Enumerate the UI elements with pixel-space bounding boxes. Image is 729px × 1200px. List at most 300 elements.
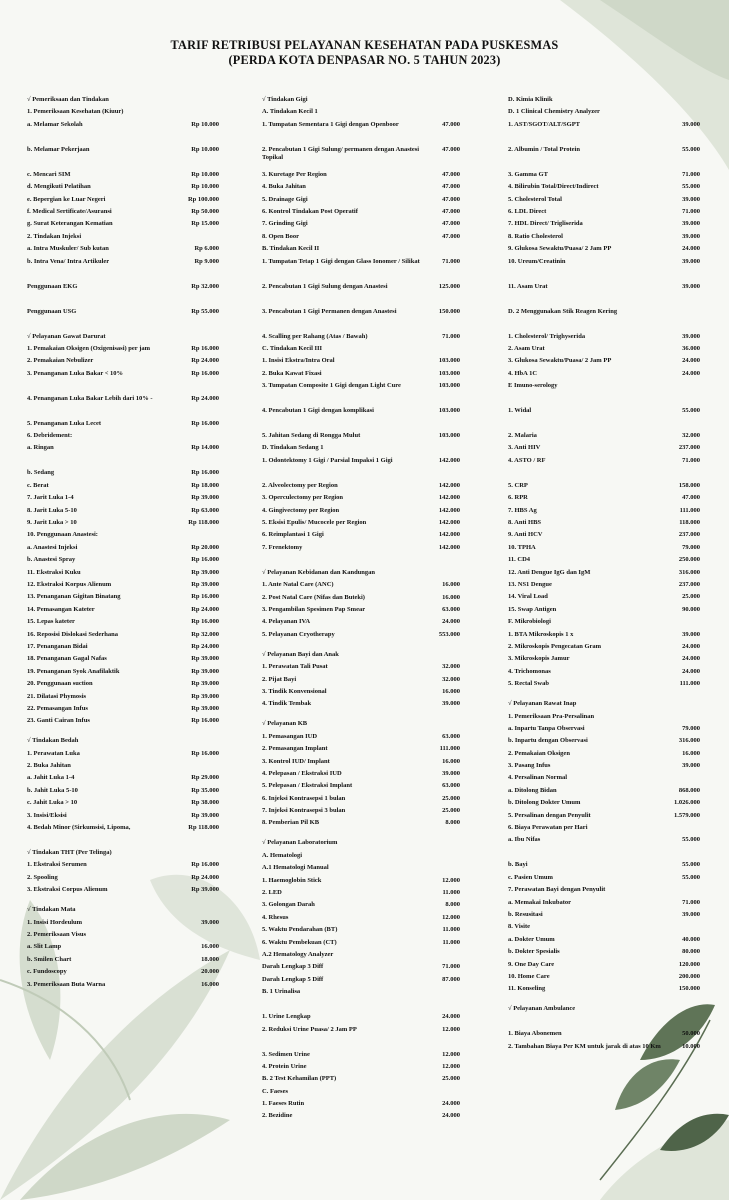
tariff-row bbox=[262, 676, 460, 688]
tariff-row bbox=[262, 976, 460, 988]
tariff-item-label: 5. CRP bbox=[508, 481, 528, 489]
tariff-item-price: 71.000 bbox=[442, 257, 460, 265]
tariff-item-label: b. Inpartu dengan Observasi bbox=[508, 737, 588, 745]
tariff-item-label: 1. Pemasangan IUD bbox=[262, 732, 318, 740]
tariff-item-price: 39.000 bbox=[682, 220, 700, 228]
tariff-row bbox=[508, 507, 700, 519]
tariff-item-price: Rp 39.000 bbox=[191, 667, 219, 675]
tariff-row bbox=[262, 121, 460, 146]
tariff-row bbox=[262, 146, 460, 171]
tariff-item-price: 47.000 bbox=[442, 220, 460, 228]
tariff-item-label: b. Anastesi Spray bbox=[27, 556, 76, 564]
tariff-item-price: 80.000 bbox=[682, 948, 700, 956]
tariff-item-price: 39.000 bbox=[682, 195, 700, 203]
tariff-item-label: 4. Pelepasan / Ekstraksi IUD bbox=[262, 769, 342, 777]
tariff-item-label: 6. Kontrol Tindakan Post Operatif bbox=[262, 207, 358, 215]
tariff-item-label: 1. Ante Natal Care (ANC) bbox=[262, 581, 334, 589]
tariff-item-price: Rp 35.000 bbox=[191, 786, 219, 794]
tariff-item-label: 3. Pengambilan Spesimen Pap Smear bbox=[262, 605, 366, 613]
tariff-item-price: 24.000 bbox=[682, 369, 700, 377]
tariff-item-label: √ Tindakan THT (Per Telinga) bbox=[27, 849, 112, 857]
tariff-item-label: 6. Reimplantasi 1 Gigi bbox=[262, 531, 324, 539]
tariff-row bbox=[262, 183, 460, 195]
tariff-item-label: B. 2 Test Kehamilan (PPT) bbox=[262, 1075, 337, 1083]
tariff-row bbox=[27, 556, 219, 568]
tariff-item-price: 71.000 bbox=[682, 207, 700, 215]
tariff-item-price: 237.000 bbox=[678, 444, 700, 452]
tariff-item-label: 4. Gingivectomy per Region bbox=[262, 506, 340, 514]
tariff-row bbox=[27, 762, 219, 774]
tariff-item-label: 5. Rectal Swab bbox=[508, 680, 549, 688]
tariff-item-price: 18.000 bbox=[201, 955, 219, 963]
tariff-item-label: 1. AST/SGOT/ALT/SGPT bbox=[508, 120, 581, 128]
tariff-item-label: 8. Ratio Cholesterol bbox=[508, 232, 563, 240]
tariff-item-price: 12.000 bbox=[442, 876, 460, 884]
tariff-row bbox=[508, 308, 700, 333]
tariff-row bbox=[508, 357, 700, 369]
tariff-item-price: 142.000 bbox=[438, 543, 460, 551]
tariff-item-label: Darah Lengkap 3 Diff bbox=[262, 963, 324, 971]
tariff-item-label: 2. Buka Jahitan bbox=[27, 762, 71, 770]
tariff-row bbox=[508, 1030, 700, 1042]
tariff-item-price: Rp 14.000 bbox=[191, 444, 219, 452]
tariff-row bbox=[508, 725, 700, 737]
tariff-item-price: 16.000 bbox=[682, 749, 700, 757]
tariff-item-price: Rp 39.000 bbox=[191, 692, 219, 700]
tariff-item-label: 1. Cholesterol/ Trighyserida bbox=[508, 332, 586, 340]
tariff-item-price: 142.000 bbox=[438, 456, 460, 464]
tariff-item-label: 3. Tindik Konvensional bbox=[262, 687, 327, 695]
tariff-item-label: 1. Ekstraksi Serumen bbox=[27, 861, 87, 869]
tariff-row bbox=[508, 196, 700, 208]
tariff-row bbox=[27, 370, 219, 395]
tariff-row bbox=[27, 146, 219, 171]
tariff-item-price: Rp 39.000 bbox=[191, 655, 219, 663]
tariff-row bbox=[508, 220, 700, 232]
tariff-item-price: Rp 39.000 bbox=[191, 680, 219, 688]
tariff-item-price: 16.000 bbox=[442, 687, 460, 695]
tariff-row bbox=[262, 544, 460, 569]
tariff-row bbox=[262, 519, 460, 531]
tariff-item-price: 47.000 bbox=[442, 232, 460, 240]
tariff-item-label: 4. HbA 1C bbox=[508, 369, 538, 377]
tariff-row bbox=[262, 839, 460, 851]
tariff-item-label: 2. Pemeriksaan Visus bbox=[27, 930, 87, 938]
tariff-item-price: 24.000 bbox=[682, 245, 700, 253]
tariff-item-price: 111.000 bbox=[679, 506, 700, 514]
tariff-item-price: 40.000 bbox=[682, 935, 700, 943]
tariff-row bbox=[508, 245, 700, 257]
tariff-item-price: 25.000 bbox=[442, 807, 460, 815]
tariff-item-price: 142.000 bbox=[438, 481, 460, 489]
tariff-item-label: 10. TPHA bbox=[508, 543, 536, 551]
tariff-item-price: Rp 29.000 bbox=[191, 774, 219, 782]
tariff-row bbox=[508, 973, 700, 985]
tariff-item-label: 3. Gamma GT bbox=[508, 170, 548, 178]
tariff-row bbox=[262, 407, 460, 432]
tariff-item-price: Rp 24.000 bbox=[191, 357, 219, 365]
tariff-item-label: a. Slit Lamp bbox=[27, 943, 62, 951]
tariff-item-label: 7. Frenektomy bbox=[262, 543, 303, 551]
tariff-item-label: 9. Jarit Luka > 10 bbox=[27, 519, 77, 527]
tariff-item-price: Rp 118.000 bbox=[188, 519, 219, 527]
tariff-item-label: 22. Pemasangan Infus bbox=[27, 704, 88, 712]
tariff-item-label: 12. Anti Dengue IgG dan IgM bbox=[508, 568, 591, 576]
tariff-item-label: 3. Ekstraksi Corpus Alienum bbox=[27, 886, 108, 894]
tariff-row bbox=[27, 717, 219, 737]
tariff-item-price: 142.000 bbox=[438, 519, 460, 527]
tariff-item-price: Rp 39.000 bbox=[191, 580, 219, 588]
tariff-item-label: 4. Scalling per Rahang (Atas / Bawah) bbox=[262, 332, 368, 340]
tariff-item-price: 39.000 bbox=[442, 700, 460, 708]
tariff-item-label: 15. Swap Antigen bbox=[508, 605, 557, 613]
tariff-row bbox=[262, 507, 460, 519]
tariff-row bbox=[262, 901, 460, 913]
tariff-item-label: 3. Kontrol IUD/ Implant bbox=[262, 757, 330, 765]
tariff-item-label: c. Pasien Umum bbox=[508, 873, 553, 881]
tariff-row bbox=[508, 606, 700, 618]
tariff-item-price: 10.000 bbox=[682, 1042, 700, 1050]
tariff-item-label: 2. Malaria bbox=[508, 432, 537, 440]
tariff-row bbox=[262, 877, 460, 889]
tariff-row bbox=[262, 581, 460, 593]
tariff-row bbox=[262, 688, 460, 700]
tariff-row bbox=[27, 906, 219, 918]
tariff-item-label: 5. Pelepasan / Ekstraksi Implant bbox=[262, 782, 353, 790]
tariff-item-label: 5. Persalinan dengan Penyulit bbox=[508, 811, 591, 819]
tariff-row bbox=[262, 770, 460, 782]
tariff-row bbox=[508, 519, 700, 531]
tariff-item-label: 21. Dilatasi Phymosis bbox=[27, 692, 87, 700]
tariff-item-label: 11. Ekstraksi Kuku bbox=[27, 568, 81, 576]
tariff-item-label: 14. Viral Load bbox=[508, 593, 548, 601]
tariff-item-label: 5. Cholesterol Total bbox=[508, 195, 562, 203]
tariff-item-label: 8. Visite bbox=[508, 923, 531, 931]
tariff-item-price: 118.000 bbox=[679, 519, 700, 527]
tariff-item-label: 3. Anti HIV bbox=[508, 444, 541, 452]
tariff-row bbox=[508, 948, 700, 960]
tariff-item-label: b. Melamar Pekerjaan bbox=[27, 145, 90, 153]
tariff-item-price: 25.000 bbox=[442, 794, 460, 802]
tariff-item-label: 10. Ureum/Creatinin bbox=[508, 257, 566, 265]
tariff-item-label: 11. CD4 bbox=[508, 556, 531, 564]
tariff-item-price: 24.000 bbox=[682, 667, 700, 675]
tariff-item-label: 1. Urine Lengkap bbox=[262, 1013, 311, 1021]
tariff-row bbox=[27, 705, 219, 717]
tariff-item-price: 25.000 bbox=[682, 593, 700, 601]
tariff-item-price: 87.000 bbox=[442, 975, 460, 983]
tariff-item-label: √ Pelayanan Bayi dan Anak bbox=[262, 650, 339, 658]
tariff-row bbox=[27, 824, 219, 849]
tariff-item-label: D. 1 Clinical Chemistry Analyzer bbox=[508, 108, 600, 116]
tariff-row bbox=[262, 1100, 460, 1112]
tariff-item-label: b. Smilen Chart bbox=[27, 955, 72, 963]
tariff-item-label: D. Tindakan Sedang 1 bbox=[262, 444, 324, 452]
tariff-row bbox=[27, 283, 219, 308]
tariff-item-label: 3. Pencabutan 1 Gigi Permanen dengan Anastesi bbox=[262, 307, 397, 315]
tariff-item-label: √ Pelayanan Ambulance bbox=[508, 1005, 576, 1013]
tariff-item-price: 71.000 bbox=[682, 456, 700, 464]
tariff-item-label: 2. Buka Kawat Fixasi bbox=[262, 369, 322, 377]
tariff-item-label: 8. Open Boor bbox=[262, 232, 300, 240]
tariff-row bbox=[262, 700, 460, 720]
tariff-item-price: Rp 16.000 bbox=[191, 556, 219, 564]
tariff-item-price: Rp 16.000 bbox=[191, 618, 219, 626]
tariff-item-price: 142.000 bbox=[438, 506, 460, 514]
tariff-item-label: 19. Penanganan Syok Anafilaktik bbox=[27, 667, 120, 675]
tariff-row bbox=[508, 556, 700, 568]
tariff-row bbox=[262, 733, 460, 745]
tariff-item-label: 16. Reposisi Dislokasi Sederhana bbox=[27, 630, 119, 638]
tariff-item-price: 71.000 bbox=[682, 898, 700, 906]
tariff-item-price: 63.000 bbox=[442, 782, 460, 790]
tariff-row bbox=[508, 886, 700, 898]
tariff-item-label: 20. Penggunaan suction bbox=[27, 680, 93, 688]
tariff-item-price: 16.000 bbox=[442, 593, 460, 601]
tariff-item-label: 6. Biaya Perawatan per Hari bbox=[508, 824, 588, 832]
tariff-row bbox=[27, 96, 219, 108]
tariff-row bbox=[508, 208, 700, 220]
tariff-item-label: 7. Jarit Luka 1-4 bbox=[27, 494, 74, 502]
tariff-item-label: F. Mikrobiologi bbox=[508, 618, 551, 626]
tariff-row bbox=[27, 233, 219, 245]
tariff-item-price: 103.000 bbox=[438, 382, 460, 390]
tariff-item-price: 71.000 bbox=[682, 170, 700, 178]
tariff-item-label: 3. Operculectomy per Region bbox=[262, 494, 343, 502]
tariff-row bbox=[508, 762, 700, 774]
tariff-item-price: 150.000 bbox=[678, 985, 700, 993]
tariff-item-price: 63.000 bbox=[442, 605, 460, 613]
tariff-item-label: 4. Protein Urine bbox=[262, 1062, 307, 1070]
tariff-item-price: 47.000 bbox=[442, 170, 460, 178]
tariff-row bbox=[262, 494, 460, 506]
tariff-row bbox=[27, 432, 219, 444]
tariff-row bbox=[508, 593, 700, 605]
tariff-row bbox=[262, 1112, 460, 1124]
tariff-item-label: b. Ditolong Dokter Umum bbox=[508, 799, 581, 807]
tariff-item-price: 79.000 bbox=[682, 543, 700, 551]
tariff-row bbox=[508, 457, 700, 482]
tariff-row bbox=[262, 382, 460, 407]
tariff-row bbox=[27, 494, 219, 506]
tariff-row bbox=[508, 668, 700, 680]
tariff-row bbox=[508, 482, 700, 494]
tariff-item-price: 12.000 bbox=[442, 1062, 460, 1070]
tariff-item-label: 4. Bedah Minor (Sirkumsisi, Lipoma, bbox=[27, 824, 131, 832]
tariff-item-price: 39.000 bbox=[442, 769, 460, 777]
tariff-row bbox=[27, 581, 219, 593]
tariff-row bbox=[262, 1063, 460, 1075]
tariff-item-label: 4. Persalinan Normal bbox=[508, 774, 568, 782]
tariff-row bbox=[262, 782, 460, 794]
tariff-row bbox=[262, 258, 460, 283]
tariff-item-label: f. Medical Sertificate/Asuransi bbox=[27, 207, 112, 215]
tariff-item-label: d. Mengikuti Pelatihan bbox=[27, 183, 91, 191]
tariff-row bbox=[262, 531, 460, 543]
tariff-item-price: 24.000 bbox=[442, 1100, 460, 1108]
tariff-item-label: 4. ASTO / RF bbox=[508, 456, 546, 464]
tariff-row bbox=[27, 308, 219, 333]
tariff-item-label: 1. Perawatan Luka bbox=[27, 749, 80, 757]
tariff-row bbox=[27, 799, 219, 811]
tariff-row bbox=[27, 849, 219, 861]
tariff-item-price: 12.000 bbox=[442, 1050, 460, 1058]
tariff-item-price: Rp 24.000 bbox=[191, 873, 219, 881]
tariff-item-label: 8. Jarit Luka 5-10 bbox=[27, 506, 77, 514]
tariff-row bbox=[27, 680, 219, 692]
tariff-item-label: 2. Tambahan Biaya Per KM untuk jarak di atas 10 Km bbox=[508, 1042, 661, 1050]
tariff-row bbox=[262, 631, 460, 651]
tariff-row bbox=[27, 482, 219, 494]
tariff-item-price: 111.000 bbox=[679, 680, 700, 688]
tariff-row bbox=[508, 382, 700, 407]
tariff-item-label: 2. Pemakaian Oksigen bbox=[508, 749, 570, 757]
tariff-item-price: Rp 16.000 bbox=[191, 419, 219, 427]
tariff-row bbox=[262, 914, 460, 926]
tariff-row bbox=[508, 345, 700, 357]
tariff-item-price: Rp 100.000 bbox=[187, 195, 219, 203]
tariff-item-label: √ Pelayanan Kebidanan dan Kandungan bbox=[262, 568, 376, 576]
tariff-row bbox=[508, 713, 700, 725]
tariff-item-price: 55.000 bbox=[682, 145, 700, 153]
tariff-row bbox=[27, 444, 219, 469]
tariff-item-label: 2. Pemasangan Implant bbox=[262, 745, 328, 753]
tariff-item-label: 4. Buka Jahitan bbox=[262, 183, 306, 191]
tariff-row bbox=[262, 618, 460, 630]
tariff-item-label: 2. Mikroskopis Pengecatan Gram bbox=[508, 642, 602, 650]
tariff-item-label: 2. LED bbox=[262, 889, 282, 897]
tariff-item-price: Rp 39.000 bbox=[191, 811, 219, 819]
tariff-row bbox=[27, 931, 219, 943]
tariff-item-price: Rp 24.000 bbox=[191, 642, 219, 650]
tariff-row bbox=[262, 594, 460, 606]
tariff-row bbox=[508, 861, 700, 873]
tariff-item-label: 5. Drainage Gigi bbox=[262, 195, 308, 203]
tariff-item-label: 1. Tumpatan Tetap 1 Gigi dengan Glass Ionomer / Silikat bbox=[262, 257, 420, 265]
tariff-item-price: 47.000 bbox=[682, 494, 700, 502]
tariff-item-label: √ Tindakan Gigi bbox=[262, 96, 308, 103]
tariff-item-label: 4. Pencabutan 1 Gigi dengan komplikasi bbox=[262, 407, 374, 415]
tariff-item-price: Rp 20.000 bbox=[191, 543, 219, 551]
tariff-row bbox=[262, 457, 460, 482]
tariff-item-label: A.2 Hematology Analyzer bbox=[262, 950, 334, 958]
tariff-item-price: 8.000 bbox=[445, 819, 460, 827]
tariff-item-label: 3. Tumpatan Composite 1 Gigi dengan Light Cure bbox=[262, 382, 401, 390]
tariff-row bbox=[262, 795, 460, 807]
tariff-item-price: Rp 9.000 bbox=[194, 257, 219, 265]
tariff-item-label: 2. Bezidine bbox=[262, 1112, 293, 1120]
tariff-row bbox=[27, 420, 219, 432]
tariff-item-label: c. Mencari SIM bbox=[27, 170, 71, 178]
tariff-item-price: Rp 18.000 bbox=[191, 481, 219, 489]
tariff-item-price: Rp 118.000 bbox=[188, 824, 219, 832]
tariff-item-label: b. Dokter Spesialis bbox=[508, 948, 560, 956]
tariff-item-label: 1. BTA Mikroskopis 1 x bbox=[508, 630, 574, 638]
tariff-item-label: 6. Injeksi Kontrasepsi 1 bulan bbox=[262, 794, 346, 802]
tariff-item-price: Rp 16.000 bbox=[191, 861, 219, 869]
tariff-item-price: Rp 39.000 bbox=[191, 494, 219, 502]
tariff-row bbox=[508, 96, 700, 108]
tariff-item-label: 8. Anti HBS bbox=[508, 519, 542, 527]
tariff-column-3 bbox=[508, 96, 700, 1068]
tariff-row bbox=[508, 774, 700, 786]
tariff-row bbox=[508, 494, 700, 506]
tariff-item-label: 4. Bilirubin Total/Direct/Indirect bbox=[508, 183, 599, 191]
tariff-item-price: 103.000 bbox=[438, 407, 460, 415]
tariff-item-label: a. Anastesi Injeksi bbox=[27, 543, 78, 551]
tariff-row bbox=[262, 357, 460, 369]
tariff-item-label: √ Pelayanan Laboratorium bbox=[262, 839, 338, 847]
tariff-item-label: √ Pemeriksaan dan Tindakan bbox=[27, 96, 109, 103]
tariff-row bbox=[27, 956, 219, 968]
tariff-item-label: 5. Waktu Pendarahan (BT) bbox=[262, 926, 338, 934]
tariff-item-price: 11.000 bbox=[442, 889, 460, 897]
tariff-row bbox=[262, 926, 460, 938]
tariff-item-price: Rp 16.000 bbox=[191, 469, 219, 477]
tariff-item-label: √ Pelayanan Rawat Inap bbox=[508, 700, 577, 708]
tariff-item-price: Rp 16.000 bbox=[191, 344, 219, 352]
tariff-item-label: 3. Kuretage Per Region bbox=[262, 170, 327, 178]
tariff-item-label: 23. Ganti Cairan Infus bbox=[27, 717, 90, 725]
tariff-item-label: 7. Grinding Gigi bbox=[262, 220, 308, 228]
tariff-row bbox=[262, 951, 460, 963]
tariff-row bbox=[262, 370, 460, 382]
tariff-item-price: 39.000 bbox=[201, 918, 219, 926]
tariff-item-price: 158.000 bbox=[678, 481, 700, 489]
tariff-row bbox=[508, 108, 700, 120]
tariff-row bbox=[508, 923, 700, 935]
tariff-item-label: a. Melamar Sekolah bbox=[27, 120, 83, 128]
tariff-item-price: 12.000 bbox=[442, 913, 460, 921]
tariff-item-label: 7. Injeksi Kontrasepsi 3 bulan bbox=[262, 807, 346, 815]
tariff-item-label: 3. Golongan Darah bbox=[262, 901, 315, 909]
tariff-item-price: 47.000 bbox=[442, 207, 460, 215]
tariff-item-price: 39.000 bbox=[682, 332, 700, 340]
tariff-item-label: 1. Haemoglobin Stick bbox=[262, 876, 322, 884]
tariff-item-price: Rp 32.000 bbox=[191, 282, 219, 290]
tariff-column-2 bbox=[262, 96, 460, 1125]
tariff-row bbox=[27, 606, 219, 618]
tariff-row bbox=[262, 171, 460, 183]
tariff-item-price: 55.000 bbox=[682, 183, 700, 191]
title-line-2: (PERDA KOTA DENPASAR NO. 5 TAHUN 2023) bbox=[228, 53, 501, 67]
tariff-item-price: 316.000 bbox=[678, 737, 700, 745]
tariff-item-price: 1.579.000 bbox=[674, 811, 700, 819]
tariff-row bbox=[262, 663, 460, 675]
tariff-item-price: 32.000 bbox=[442, 663, 460, 671]
tariff-item-label: 2. Pencabutan 1 Gigi Sulung/ permanen dengan Anastesi Topikal bbox=[262, 145, 420, 161]
tariff-row bbox=[27, 469, 219, 481]
tariff-row bbox=[262, 807, 460, 819]
tariff-row bbox=[508, 283, 700, 308]
tariff-row bbox=[27, 108, 219, 120]
tariff-row bbox=[262, 444, 460, 456]
tariff-item-price: 39.000 bbox=[682, 232, 700, 240]
tariff-row bbox=[262, 988, 460, 1013]
tariff-item-price: Rp 6.000 bbox=[194, 245, 219, 253]
tariff-item-label: 11. Konseling bbox=[508, 985, 546, 993]
tariff-item-price: 39.000 bbox=[682, 630, 700, 638]
tariff-item-price: 868.000 bbox=[678, 786, 700, 794]
tariff-item-label: √ Pelayanan Gawat Darurat bbox=[27, 332, 106, 340]
tariff-item-label: C. Faeses bbox=[262, 1087, 288, 1095]
title-line-1: TARIF RETRIBUSI PELAYANAN KESEHATAN PADA PUSKESMAS bbox=[170, 38, 559, 52]
tariff-item-price: 200.000 bbox=[678, 972, 700, 980]
tariff-item-label: 6. LDL Direct bbox=[508, 207, 547, 215]
tariff-row bbox=[27, 787, 219, 799]
tariff-item-price: Rp 39.000 bbox=[191, 704, 219, 712]
tariff-row bbox=[262, 345, 460, 357]
